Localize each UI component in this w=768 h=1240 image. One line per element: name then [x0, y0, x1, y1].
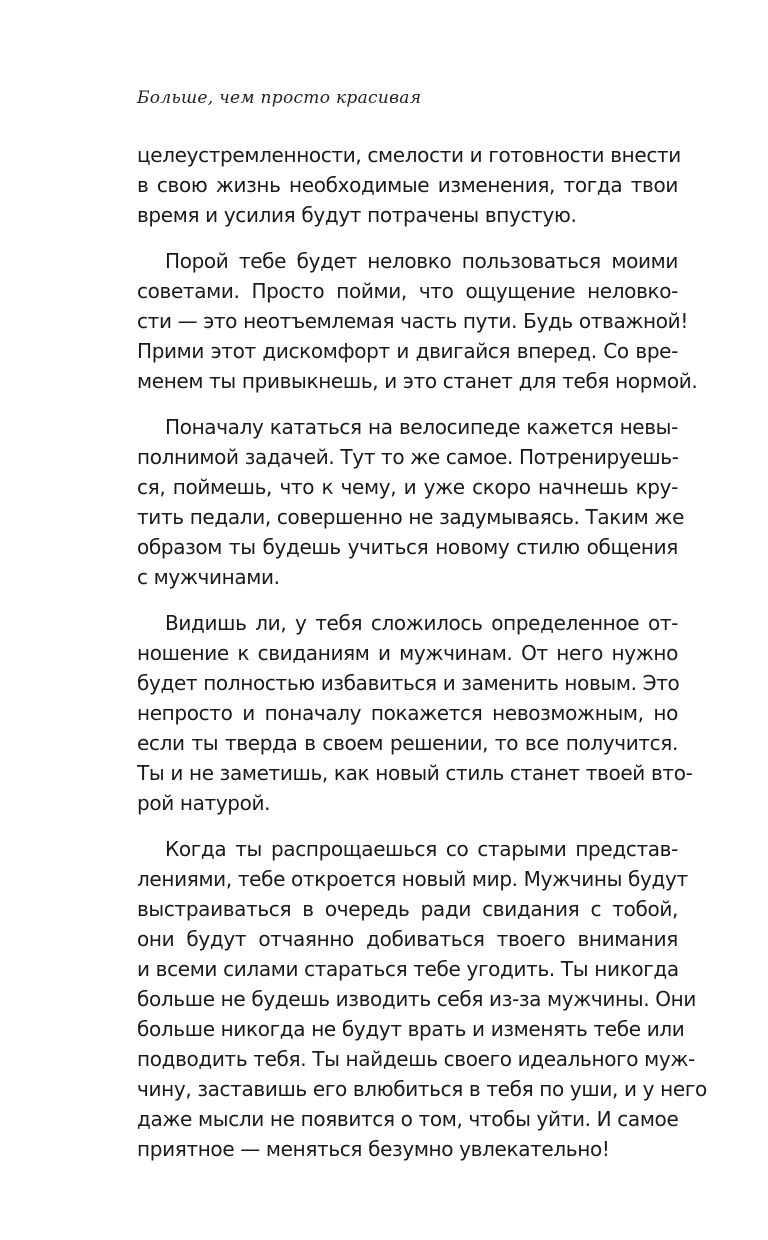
- body-text: [137, 140, 707, 1180]
- text-line: Поначалу кататься на велосипеде кажется невы-: [165, 415, 678, 439]
- text-line: рой натурой.: [137, 791, 271, 815]
- text-line: даже мысли не появится о том, чтобы уйти. И самое: [137, 1107, 679, 1131]
- text-line: Видишь ли, у тебя сложилось определенное от-: [165, 611, 678, 635]
- text-line: если ты тверда в своем решении, то все получится.: [137, 731, 678, 755]
- text-line: Порой тебе будет неловко пользоваться моими: [165, 249, 678, 273]
- text-line: с мужчинами.: [137, 565, 280, 589]
- text-line: целеустремленности, смелости и готовности внести: [137, 143, 681, 167]
- text-line: сти — это неотъемлемая часть пути. Будь отважной!: [137, 309, 688, 333]
- text-line: время и усилия будут потрачены впустую.: [137, 203, 577, 227]
- running-head-title: Больше, чем просто красивая: [137, 88, 422, 108]
- text-line: они будут отчаянно добиваться твоего внимания: [137, 927, 678, 951]
- paragraph: [137, 246, 698, 396]
- text-line: больше никогда не будут врать и изменять тебе или: [137, 1017, 685, 1041]
- text-line: чину, заставишь его влюбиться в тебя по уши, и у него: [137, 1077, 707, 1101]
- text-line: и всеми силами стараться тебе угодить. Ты никогда: [137, 957, 679, 981]
- text-line: приятное — меняться безумно увлекательно!: [137, 1137, 610, 1161]
- text-line: непросто и поначалу покажется невозможным, но: [137, 701, 678, 725]
- text-line: выстраиваться в очередь ради свидания с тобой,: [137, 897, 678, 921]
- text-line: образом ты будешь учиться новому стилю общения: [137, 535, 678, 559]
- text-line: тить педали, совершенно не задумываясь. Таким же: [137, 505, 685, 529]
- text-line: лениями, тебе откроется новый мир. Мужчины будут: [137, 867, 688, 891]
- paragraph: [137, 140, 681, 230]
- text-line: Ты и не заметишь, как новый стиль станет твоей вто-: [137, 761, 693, 785]
- text-line: менем ты привыкнешь, и это станет для тебя нормой.: [137, 369, 698, 393]
- text-line: Когда ты распрощаешься со старыми представ-: [165, 837, 678, 861]
- paragraph: [137, 412, 685, 592]
- text-line: Прими этот дискомфорт и двигайся вперед. Со вре-: [137, 339, 678, 363]
- text-line: ношение к свиданиям и мужчинам. От него нужно: [137, 641, 678, 665]
- paragraph: [137, 608, 693, 818]
- text-line: будет полностью избавиться и заменить новым. Это: [137, 671, 680, 695]
- paragraph: [137, 834, 707, 1164]
- text-line: ся, поймешь, что к чему, и уже скоро начнешь кру-: [137, 475, 678, 499]
- text-line: в свою жизнь необходимые изменения, тогда твои: [137, 173, 678, 197]
- text-line: советами. Просто пойми, что ощущение неловко-: [137, 279, 678, 303]
- text-line: полнимой задачей. Тут то же самое. Потренируешь-: [137, 445, 679, 469]
- text-line: подводить тебя. Ты найдешь своего идеального муж-: [137, 1047, 695, 1071]
- text-line: больше не будешь изводить себя из-за мужчины. Они: [137, 987, 696, 1011]
